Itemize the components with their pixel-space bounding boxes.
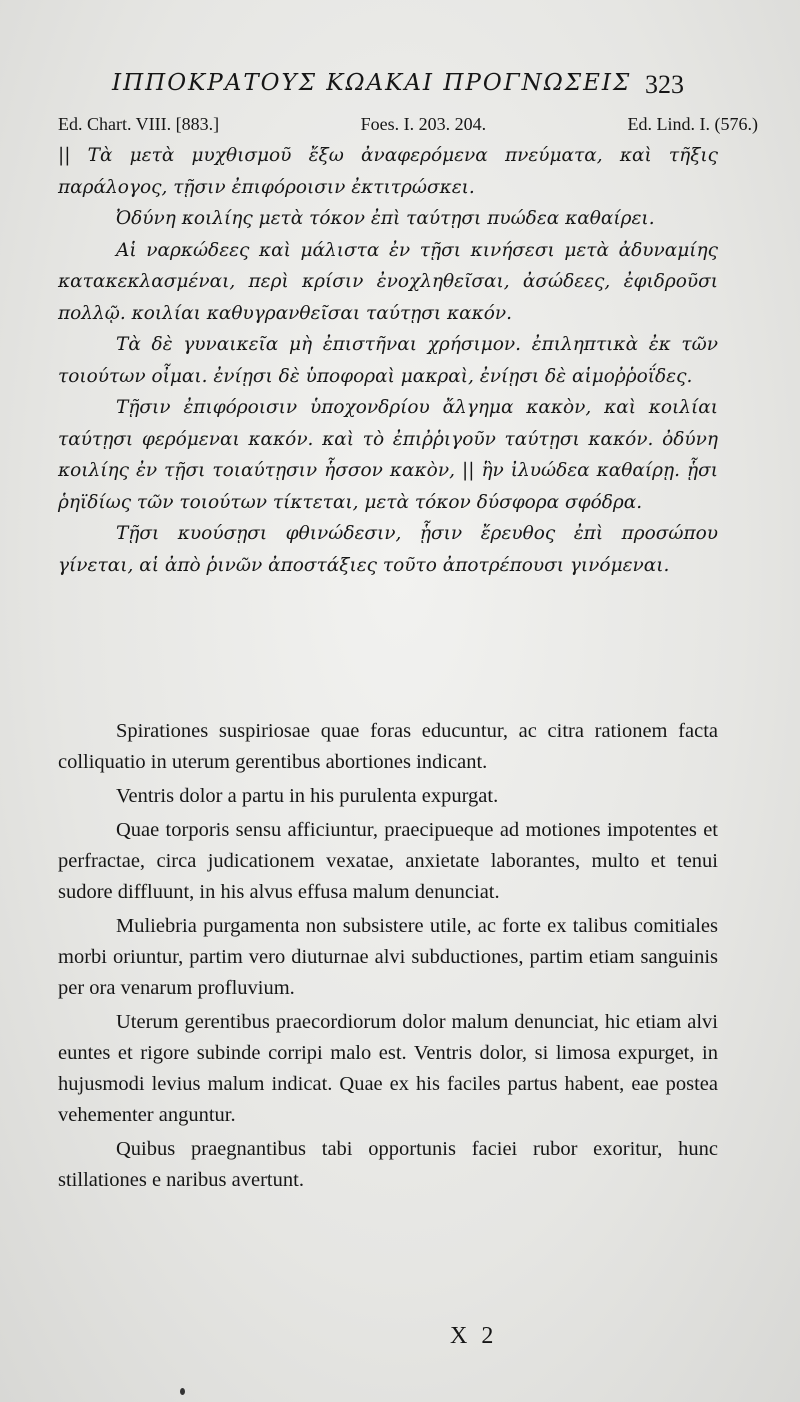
running-head-title: ΙΠΠΟΚΡΑΤΟΥΣ ΚΩΑΚΑΙ ΠΡΟΓΝΩΣΕΙΣ bbox=[112, 70, 632, 96]
latin-paragraph: Quibus praegnantibus tabi opportunis faciei rubor exoritur, hunc stillationes e naribus avertunt. bbox=[58, 1138, 718, 1191]
greek-paragraph: Τῇσιν ἐπιφόροισιν ὑποχονδρίου ἄλγημα κακὸν, καὶ κοιλίαι ταύτῃσι φερόμεναι κακόν. καὶ τὸ ἐπιῤῥιγοῦν ταύτῃσι κακόν. ὀδύνη κοιλίης ἐν τῇσι τοιαύτῃσιν ἧσσον κακὸν, || ἣν ἰλυώδεα καθαίρῃ. ᾗσι ῥηϊδίως τῶν τοιούτων τίκτεται, μετὰ τόκον δύσφορα σφόδρα. bbox=[58, 397, 718, 513]
latin-paragraph: Uterum gerentibus praecordiorum dolor malum denunciat, hic etiam alvi euntes et rigore subinde corripi malo est. Ventris dolor, si limosa expurget, in hujusmodi levius malum indicat. Quae ex his faciles partus habent, eae postea vehementer anguntur. bbox=[58, 1011, 718, 1126]
greek-paragraph: Τῇσι κυούσῃσι φθινώδεσιν, ᾗσιν ἔρευθος ἐπὶ προσώπου γίνεται, αἱ ἀπὸ ῥινῶν ἀποστάξιες τοῦτο ἀποτρέπουσι γινόμεναι. bbox=[58, 523, 718, 576]
edition-lind-ref: Ed. Lind. I. (576.) bbox=[627, 114, 758, 134]
edition-chart-ref: Ed. Chart. VIII. [883.] bbox=[58, 114, 220, 134]
ink-speck bbox=[180, 1388, 185, 1395]
latin-paragraph: Spirationes suspiriosae quae foras educuntur, ac citra rationem facta colliquatio in uterum gerentibus abortiones indicant. bbox=[58, 720, 718, 773]
edition-foes-ref: Foes. I. 203. 204. bbox=[360, 114, 487, 134]
latin-paragraph: Quae torporis sensu afficiuntur, praecipueque ad motiones impotentes et perfractae, circa judicationem vexatae, anxietate laborantes, multo et tenui sudore diffluunt, in his alvus effusa malum denunciat. bbox=[58, 819, 718, 903]
greek-paragraph: Αἱ ναρκώδεες καὶ μάλιστα ἐν τῇσι κινήσεσι μετὰ ἀδυναμίης κατακεκλασμέναι, περὶ κρίσιν ἐνοχληθεῖσαι, ἀσώδεες, ἐφιδροῦσι πολλῷ. κοιλίαι καθυγρανθεῖσαι ταύτῃσι κακόν. bbox=[58, 239, 718, 324]
greek-paragraph: Ὀδύνη κοιλίης μετὰ τόκον ἐπὶ ταύτῃσι πυώδεα καθαίρει. bbox=[116, 208, 655, 229]
edition-reference-line bbox=[58, 114, 758, 135]
greek-paragraph: Τὰ δὲ γυναικεῖα μὴ ἐπιστῆναι χρήσιμον. ἐπιληπτικὰ ἐκ τῶν τοιούτων οἶμαι. ἐνίῃσι δὲ ὑποφοραὶ μακραὶ, ἐνίῃσι δὲ αἱμοῤῥοΐδες. bbox=[58, 334, 718, 387]
signature-mark: X 2 bbox=[450, 1323, 498, 1349]
page-number: 323 bbox=[645, 70, 684, 99]
greek-text-block bbox=[58, 140, 718, 581]
latin-paragraph: Muliebria purgamenta non subsistere utile, ac forte ex talibus comitiales morbi oriuntur, partim vero diuturnae alvi subductiones, partim etiam sanguinis per ora venarum profluvium. bbox=[58, 915, 718, 999]
latin-text-block bbox=[58, 716, 718, 1199]
greek-paragraph: || Τὰ μετὰ μυχθισμοῦ ἔξω ἀναφερόμενα πνεύματα, καὶ τῆξις παράλογος, τῇσιν ἐπιφόροισιν ἐκτιτρώσκει. bbox=[58, 145, 718, 198]
latin-paragraph: Ventris dolor a partu in his purulenta expurgat. bbox=[116, 785, 499, 807]
